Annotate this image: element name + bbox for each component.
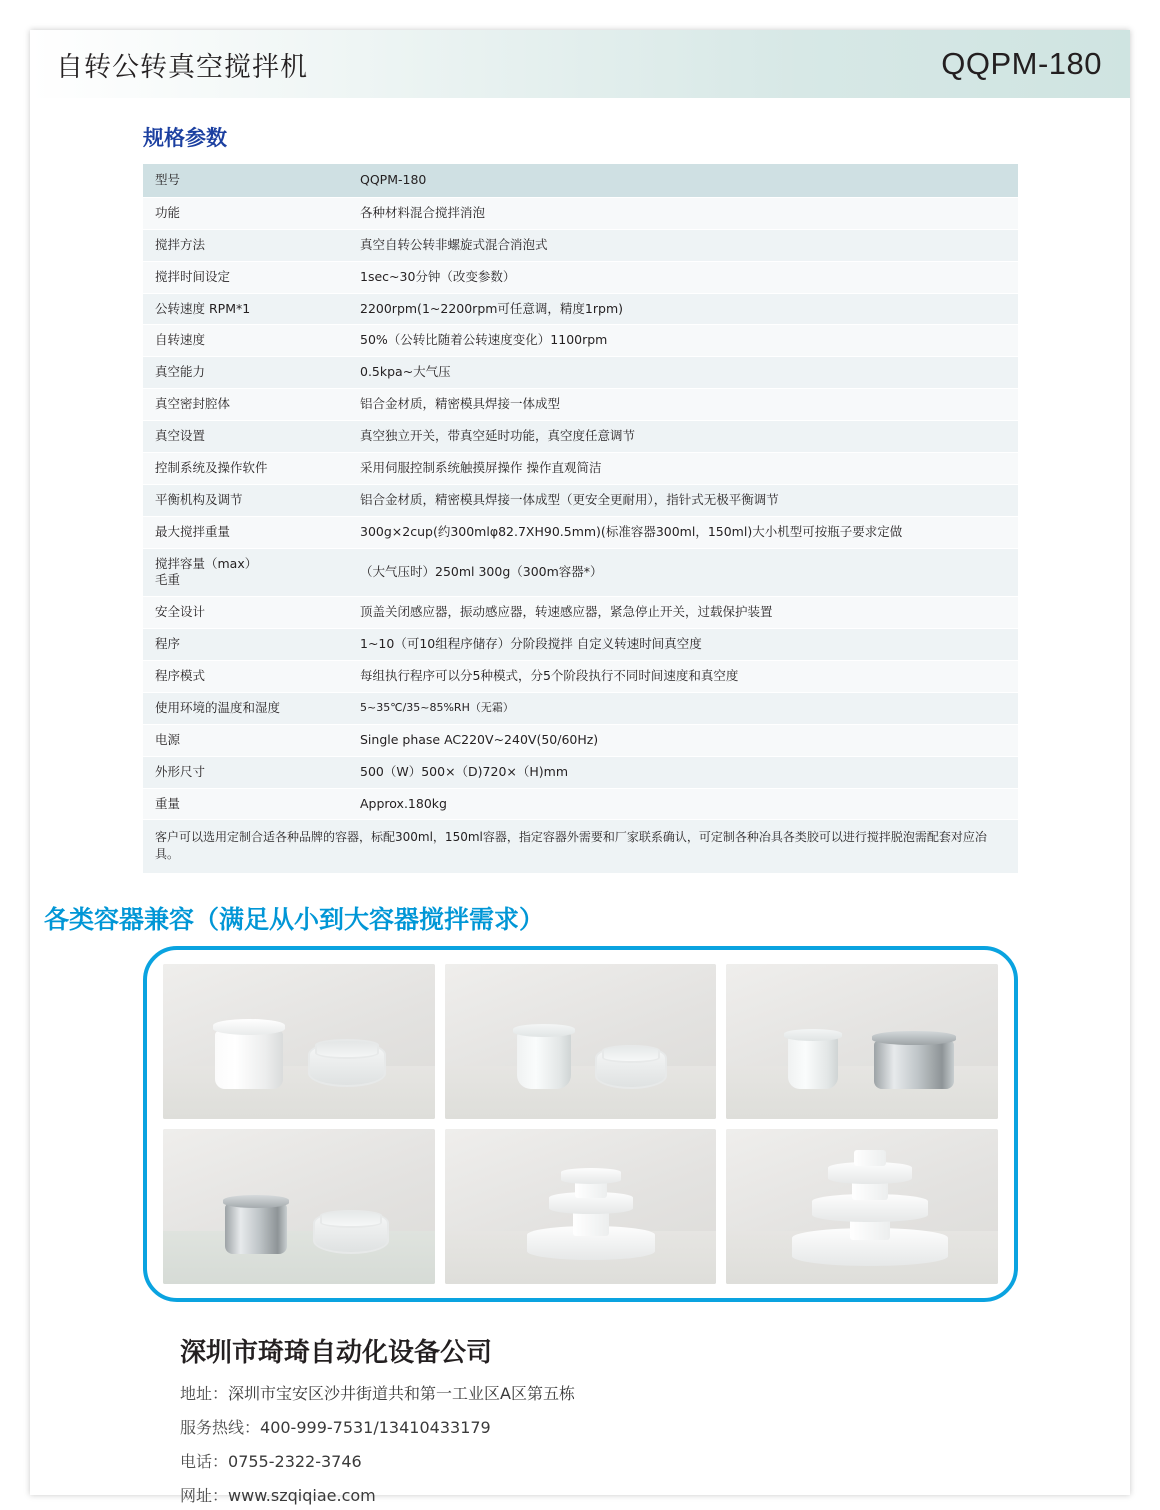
- containers-section-title: 各类容器兼容（满足从小到大容器搅拌需求）: [44, 904, 545, 934]
- spec-key-multiline: [143, 548, 348, 597]
- table-row: [143, 229, 1018, 261]
- table-row: [143, 261, 1018, 293]
- spec-value: 0.5kpa~大气压: [348, 357, 1018, 389]
- table-row: [143, 756, 1018, 788]
- spec-key: 平衡机构及调节: [143, 484, 348, 516]
- photo-clear-cup-and-white-ring: [445, 964, 717, 1119]
- table-row: [143, 629, 1018, 661]
- photo-metal-canister-and-white-ring: [163, 1129, 435, 1284]
- spec-value: 1sec~30分钟（改变参数）: [348, 261, 1018, 293]
- spec-value: 真空自转公转非螺旋式混合消泡式: [348, 229, 1018, 261]
- spec-key: 公转速度 RPM*1: [143, 293, 348, 325]
- hotline-value: 400-999-7531/13410433179: [260, 1417, 491, 1437]
- spec-key: 使用环境的温度和湿度: [143, 692, 348, 724]
- table-header-row: [143, 164, 1018, 197]
- spec-table: [143, 164, 1018, 874]
- table-row: [143, 197, 1018, 229]
- table-row: [143, 692, 1018, 724]
- spec-key: 控制系统及操作软件: [143, 452, 348, 484]
- photo-floor: [726, 1066, 998, 1119]
- table-row: [143, 597, 1018, 629]
- table-row: [143, 389, 1018, 421]
- company-footer: [180, 1332, 1130, 1506]
- table-row: [143, 516, 1018, 548]
- spec-key: 搅拌方法: [143, 229, 348, 261]
- company-website-line: [180, 1483, 1130, 1506]
- spec-key: 程序模式: [143, 661, 348, 693]
- ring-opening-icon: [602, 1045, 660, 1063]
- table-row: [143, 452, 1018, 484]
- metal-canister-icon: [225, 1204, 287, 1254]
- spec-key: 功能: [143, 197, 348, 229]
- spec-key: 搅拌容量（max）: [155, 555, 258, 571]
- ring-opening-icon: [320, 1210, 382, 1228]
- website-value: www.szqiqiae.com: [228, 1485, 376, 1505]
- fixture-top-plate-icon: [561, 1168, 621, 1184]
- document-page: [30, 30, 1130, 1505]
- table-row: [143, 788, 1018, 820]
- company-phone-line: [180, 1449, 1130, 1472]
- spec-value: 5~35℃/35~85%RH（无霜）: [348, 692, 1018, 724]
- spec-key: 最大搅拌重量: [143, 516, 348, 548]
- table-row: [143, 357, 1018, 389]
- spec-value: 顶盖关闭感应器，振动感应器，转速感应器，紧急停止开关，过载保护装置: [348, 597, 1018, 629]
- spec-key: 程序: [143, 629, 348, 661]
- website-label: 网址：: [180, 1485, 229, 1505]
- table-row: [143, 293, 1018, 325]
- page-header: [30, 30, 1130, 98]
- spec-value: 真空独立开关，带真空延时功能，真空度任意调节: [348, 421, 1018, 453]
- spec-value: 300g×2cup(约300mlφ82.7XH90.5mm)(标准容器300ml，150ml)大小机型可按瓶子要求定做: [348, 516, 1018, 548]
- metal-canister-icon: [874, 1041, 954, 1089]
- photo-white-cup-and-ring: [163, 964, 435, 1119]
- fixture-cap-stem-icon: [854, 1150, 886, 1166]
- product-model: QQPM-180: [941, 46, 1102, 81]
- hotline-label: 服务热线：: [180, 1417, 261, 1437]
- spec-value: 采用伺服控制系统触摸屏操作 操作直观简洁: [348, 452, 1018, 484]
- company-address-line: [180, 1381, 1130, 1404]
- spec-value: Single phase AC220V~240V(50/60Hz): [348, 724, 1018, 756]
- spec-value: Approx.180kg: [348, 788, 1018, 820]
- table-note-row: [143, 820, 1018, 873]
- spec-section-title: 规格参数: [143, 126, 227, 150]
- metal-canister-lid-icon: [223, 1195, 289, 1208]
- company-hotline-line: [180, 1415, 1130, 1438]
- spec-key: 真空设置: [143, 421, 348, 453]
- photo-floor: [445, 1066, 717, 1119]
- spec-value: 每组执行程序可以分5种模式，分5个阶段执行不同时间速度和真空度: [348, 661, 1018, 693]
- page-title: 自转公转真空搅拌机: [56, 51, 308, 83]
- address-value: 深圳市宝安区沙井街道共和第一工业区A区第五栋: [228, 1383, 575, 1403]
- spec-value: （大气压时）250ml 300g（300m容器*）: [348, 548, 1018, 597]
- white-lid-icon: [213, 1019, 285, 1035]
- clear-cup-icon: [788, 1037, 838, 1089]
- white-cup-icon: [215, 1031, 283, 1089]
- spec-section: [30, 122, 1130, 874]
- spec-value: 50%（公转比随着公转速度变化）1100rpm: [348, 325, 1018, 357]
- table-row: [143, 724, 1018, 756]
- photo-white-single-tier-fixture: [445, 1129, 717, 1284]
- spec-note: 客户可以选用定制合适各种品牌的容器，标配300ml，150ml容器，指定容器外需要和厂家联系确认，可定制各种冶具各类胶可以进行搅拌脱泡需配套对应冶具。: [143, 820, 1018, 873]
- clear-cup-icon: [517, 1033, 571, 1089]
- spec-key: 自转速度: [143, 325, 348, 357]
- table-header-cell-model: 型号: [143, 164, 348, 197]
- address-label: 地址：: [180, 1383, 229, 1403]
- ring-opening-icon: [315, 1039, 379, 1059]
- clear-cup-rim-icon: [784, 1029, 842, 1041]
- spec-key-second-line: 毛重: [155, 572, 181, 588]
- table-row: [143, 421, 1018, 453]
- phone-value: 0755-2322-3746: [228, 1451, 362, 1471]
- company-name: 深圳市琦琦自动化设备公司: [180, 1337, 493, 1368]
- photo-floor: [163, 1231, 435, 1284]
- metal-canister-lid-icon: [872, 1031, 956, 1045]
- spec-value: 各种材料混合搅拌消泡: [348, 197, 1018, 229]
- spec-key: 真空能力: [143, 357, 348, 389]
- photo-floor: [163, 1066, 435, 1119]
- spec-value: 铝合金材质，精密模具焊接一体成型: [348, 389, 1018, 421]
- phone-label: 电话：: [180, 1451, 229, 1471]
- table-row: [143, 325, 1018, 357]
- photo-clear-cup-and-metal-canister: [726, 964, 998, 1119]
- container-photo-gallery: [143, 946, 1018, 1302]
- spec-value: 2200rpm(1~2200rpm可任意调，精度1rpm): [348, 293, 1018, 325]
- table-header-cell-value: QQPM-180: [348, 164, 1018, 197]
- spec-value: 500（W）500×（D)720×（H)mm: [348, 756, 1018, 788]
- clear-cup-rim-icon: [513, 1024, 575, 1037]
- spec-key: 真空密封腔体: [143, 389, 348, 421]
- spec-key: 搅拌时间设定: [143, 261, 348, 293]
- table-row: [143, 661, 1018, 693]
- spec-key: 重量: [143, 788, 348, 820]
- table-row: [143, 484, 1018, 516]
- photo-white-double-tier-fixture: [726, 1129, 998, 1284]
- spec-key: 电源: [143, 724, 348, 756]
- spec-key: 安全设计: [143, 597, 348, 629]
- spec-value: 铝合金材质，精密模具焊接一体成型（更安全更耐用），指针式无极平衡调节: [348, 484, 1018, 516]
- table-row: [143, 548, 1018, 597]
- spec-key: 外形尺寸: [143, 756, 348, 788]
- spec-value: 1~10（可10组程序储存）分阶段搅拌 自定义转速时间真空度: [348, 629, 1018, 661]
